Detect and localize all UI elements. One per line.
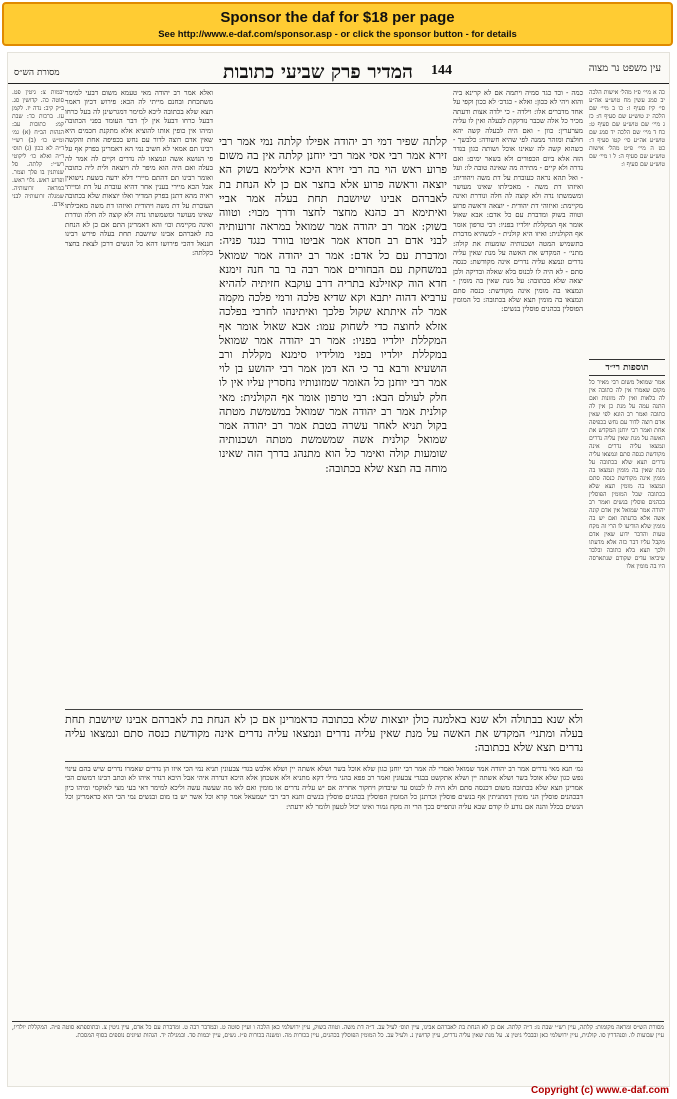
tosafot-text: ואלא אמר רב יהודה מאי טעמא משום דבעי למימר משתכחת ובחנם מייתי לה הכא: פירוש דכיון דאמר תצא שלא בכתובה ליכא למימר דמגרשינן לה בעל כרחו דבעל כרחו דבעל אין לך דבר העומד בפני הכתובה ומיהו אין כופין אותו להוציא אלא מתקנת חכמים היא שאין אדם רוצה לדור עם נחש בכפיפה אחת והקשה רבינו תם אמאי לא חשיב נמי הא דאמרינן בפרק אף על פי הנושא אשה ונמצאו לה נדרים וקיים לה אמר לה בעלה ואם היה הוא מיפר לה ויוצאה ולית ליה כתובה ואומר רבינו תם דהתם מיירי דלא ידעה בשעת נישואין אבל הכא מיירי בענין אחר דהיא עוברת על דת ומייתי ראיה מהא דתנן בפרק המדיר ואלו יוצאות שלא בכתובה העוברת על דת משה ויהודית ואיזהו דת משה מאכילתו שאינו מעושר ומשמשתו נדה ולא קוצה לה חלה ונודרת ואינה מקיימת וכו׳ והא דאמרינן התם אם כן לא הנחת בת לאברהם אבינו שיושבת תחת בעלה פירש רבינו חננאל דהכי פירושו דהא כל הנשים דרכן לצאת בחצר בקלתה: [65,89,213,257]
sponsor-banner[interactable] [2,2,673,46]
header-rule [8,83,669,84]
copyright-notice[interactable]: Copyright (c) www.e-daf.com [531,1085,669,1096]
rashi-column [453,89,583,789]
masoret-hashas-heading: מסורת הש״ס [14,68,60,78]
rashi-text: כמה - וכד כגד סמיה ויתמה אם לא קרינא ביה והוא ויהי לא ככון: ואלא - כגדכ׳ לא ככון וקפי על אחד מדברים אלו: וילדה - כי ילדה אצות ודעתה מכיר כל אלה שכבר נזדקקת לבעלה ואין לו עליה מערערין: כוון - ואם היה לבעלה קשה יהא חולצת ומזהר ממנה לפי שהיא חשודה: כלבשך - כשהוא קשה לה שאינו אוכל ושותה כגון בנדר הזה אלא ביום הכפורים ולא בשאר ימים: ואם נדרה ולא קיים - מתירה מה שאינה טובה לו: ועל - ואל תהא נראה כעוברת על דת משה ויהודית: ואיזהו דת משה - מאכילתו שאינו מעושר ומשמשתו נדה ולא קוצה לה חלה ונודרת ואינה מקיימת: ואיזוהי דת יהודית - יוצאה וראשה פרוע וטווה בשוק ומדברת עם כל אדם: אבא שאול אומר אף המקללת יולדיו בפניו: רבי טרפון אומר אף הקולנית: ואיזו היא קולנית - לכשהיא מדברת בתשמיש המטה ושכנותיה שומעות את קולה: מתני׳ - המקדש את האשה על מנת שאין עליה נדרים ונמצא עליה נדרים אינה מקודשת: כנסה סתם - לא היה לו לכנוס בלא שאלה ובדיקה ולכן יצאה שלא בכתובה: על מנת שאין בה מומין - ונמצאו בה מומין אינה מקודשת: כנסה סתם ונמצאו בה מומין תצא שלא בכתובה: כל המומין הפוסלין בכהנים פוסלין בנשים: [453,89,583,314]
sponsor-banner-title[interactable]: Sponsor the daf for $18 per page [220,9,455,26]
tosafot-rid-text: אמר שמואל משום רבי מאיר כל מקום שאמרו אין לה כתובה אין לה בלאות ואין לה מזונות ואם התנה עמה על מנת כן אין לה כתובה ואמר רב הונא לפי שאין אדם רוצה לדור עם נחש בכפיפה אחת ואמר רבי יוחנן המקדש את האשה על מנת שאין עליה נדרים ונמצאו עליה נדרים אינה מקודשת כנסה סתם ונמצאו עליה נדרים תצא שלא בכתובה על מנת שאין בה מומין ונמצאו בה מומין אינה מקודשת כנסה סתם ונמצאו בה מומין תצא שלא בכתובה שכל המומין הפוסלין בכהנים פוסלין בנשים ואמר רב יהודה אמר שמואל אין אדם קונה אשה אלא בדעתה ואם יש בה מומין שלא הודיעו לו הרי זה מקח טעות והדבר ידוע שאין אדם מקבל עליו דבר כזה אלא מדעתו ולכך תצא בלא כתובה ובלבד שיביאו עדים שקודם שנתארסה היו בה מומין אלו [589,379,665,570]
gemara-column [219,135,447,710]
bottom-notes: מסורת הש״ס ומראה מקומות: קלתה, עיין רש״י שבת נז: ד״ה קלתה. אם כן לא הנחת בת לאברהם אבינו, עיין תוס׳ לעיל עב. ד״ה דת משה. וטווה בשוק, עיין ירושלמי כאן הלכה ו ועיין סוטה ט. ובמדבר רבה ט. ומדברת עם כל אדם, עיין גיטין צ. ובתוספתא סוטה פ״ה. המקללת יולדיו, עיין שבועות לו. וסנהדרין סו. קולנית, עיין ירושלמי כאן ובבבלי גיטין צ. על מנת שאין עליה נדרים, עיין קדושין נ. ולעיל עב. כל המומין הפוסלין בכהנים, עיין בכורות מה. ומשנה בכורות פ״ז. נשים, עיין יבמות סד. ובמגילה יד. הגהות וציונים נוספים בסוף המסכת. [12,1021,664,1086]
ein-mishpat-text: כה א מיי׳ פ״ז מהל׳ אישות הלכה יב סמג עשין מח טוש״ע אה״ע סי׳ קיז סעיף ז: כו ב מיי׳ שם הלכה יג טוש״ע שם סעיף ח: כז ג מיי׳ שם טוש״ע שם סעיף ט: כח ד מיי׳ שם הלכה יד סמג שם טוש״ע אה״ע סי׳ קטו סעיף ד: כט ה מיי׳ פ״ט מהל׳ אישות טוש״ע שם סעיף ה: ל ו מיי׳ שם טוש״ע שם סעיף ו: [589,89,665,168]
ein-mishpat-column [589,89,665,349]
talmud-page-scan [7,52,670,1087]
commentary-divider [65,761,583,762]
ein-mishpat-heading: עין משפט נר מצוה [588,63,661,74]
gemara-divider [65,709,583,710]
tosafot-rid-section [589,359,665,999]
left-margin-notes [12,89,64,989]
tosafot-column [65,89,213,689]
sponsor-banner-subtitle[interactable]: See http://www.e-daf.com/sponsor.asp - or click the sponsor button - for details [158,29,517,40]
page-number: 144 [431,63,452,78]
commentary-lower-block: גמ׳ תנא מאי נדרים אמר רב יהודה אמר שמואל ואמרי לה אמר רבי יוחנן כגון שלא אוכל בשר ושלא אשתה יין ושלא אלבש בגדי צבעונין תניא נמי הכי איזו הן נדרים שאמרו נדרים שיש בהם עינוי נפש כגון שלא אוכל בשר ושלא אשתה יין ושלא אתקשט בבגדי צבעונין ואמר רב פפא בהני מילי דקא מתניא ולא אשכחן אלא היכא דנדרה איהי אבל היכא דנדר איהו לא וכתב רבינו דמשום הכי אמרינן תצא שלא בכתובה משום דכנסה סתם ולא היה לו לכנוס עד שיבדוק ויחקור אחריה אם יש עליה נדרים או מומין ואם לאו מה שעשה עשה וליכא למימר דאי בעי מצי לאוקמי ומיהו כיון דבכהנים פוסלין הני מומין דמתניתין אף בנשים פוסלין וכדתנן כל המומין הפוסלין בכהנים פוסלין בנשים ותנא דבי רבי ישמעאל אמר קרא וכל אשר יש בו מום ובנשים נמי הכי הוא כדאמרינן וכל הנשים בכלל והנה אם נודע לו קודם שבא עליה ונתפייס בכך הרי זה מקח גמור ואינו יכול לטעון ולומר לא ידעתי: [65,765,583,811]
left-margin-text: יבמות צ: גיטין פט. סוטה כה. קדושין סג. ב״ק קיב: נדה יז. לקמן עז. ברכות כד: שבת קמ: כתובות עב: הגהות הב״ח (א) גמ׳ ומ״ש כו׳ (ב) רש״י ד״ה לא ככון (ג) תוס׳ ד״ה ואלא כו׳ ליקוטי רש״י: קלתה. סל שנותנין בו פלך וצמר. ופרוע ראש. גלוי ראש. במראה זרועותיה. שמגלה זרועותיה לבני אדם. [12,89,64,208]
gemara-text: קלתה שפיר דמי רב יהודה אפילו קלתה נמי אמר רבי זירא אמר רבי אסי אמר רבי יוחנן קלתה אין בה משום פרוע ראש הוי בה רבי זירא היכא אילימא בשוק הא יוצאה וראשה פרוע אלא בחצר אם כן לא הנחת בת לאברהם אבינו שיושבת תחת בעלה אמר אביי ואיתימא רב כהנא מחצר לחצר ודרך מבוי: וטווה בשוק: אמר רב יהודה אמר שמואל במראה זרועותיה לבני אדם רב חסדא אמר אביטו בוורד כנגד פניה: ומדברת עם כל אדם: אמר רב יהודה אמר שמואל במשחקת עם הבחורים אמר רבה בר בר חנה זימנא חדא הוה קאזילנא בתריה דרב עוקבא חזיתיה לההיא ערביא דהוה יתבא וקא שדיא פלכה ורמי פלכה מקמה אמר לה איתתא שקול פלכך ואיתינהו לחרבי בפלכה אזלא לחוצה כדי לשחוק עמו: אבא שאול אומר אף המקללת יולדיו בפניו: אמר רב יהודה אמר שמואל במקללת יולדיו בפני מולידיו סימנא מקללת ורב הושעיא ורבא בר כי הא דמן אמר רבי יהושע בן לוי אמר רבי יוחנן כל האומר שמזונותיו נחסרין עליו אין לו חלק לעולם הבא: רבי טרפון אומר אף הקולנית: מאי קולנית אמר רב יהודה אמר שמואל במשמשת מטתה בקול תניא לאחר עשרה בטבת אמר רב יהודה אמר שמואל קולנית אשה שמשמשת מטתה ושכנותיה שומעות קולה ואימר כל הוא מתנהג בדרך הזה שאינו מוחה בה תצא שלא בכתובה: [219,135,447,475]
running-head: המדיר פרק שביעי כתובות [223,61,413,83]
tosafot-rid-title: תוספות רי״ד [589,359,665,376]
gemara-lower-block: ולא שנא בבתולה ולא שנא באלמנה כולן יוצאות שלא בכתובה כדאמרינן אם כן לא הנחת בת לאברהם אבינו שיושבת תחת בעלה ומתני׳ המקדש את האשה על מנת שאין עליה נדרים ונמצאו עליה נדרים אינה מקודשת כנסה סתם ונמצאו עליה נדרים תצא שלא בכתובה: [65,713,583,755]
